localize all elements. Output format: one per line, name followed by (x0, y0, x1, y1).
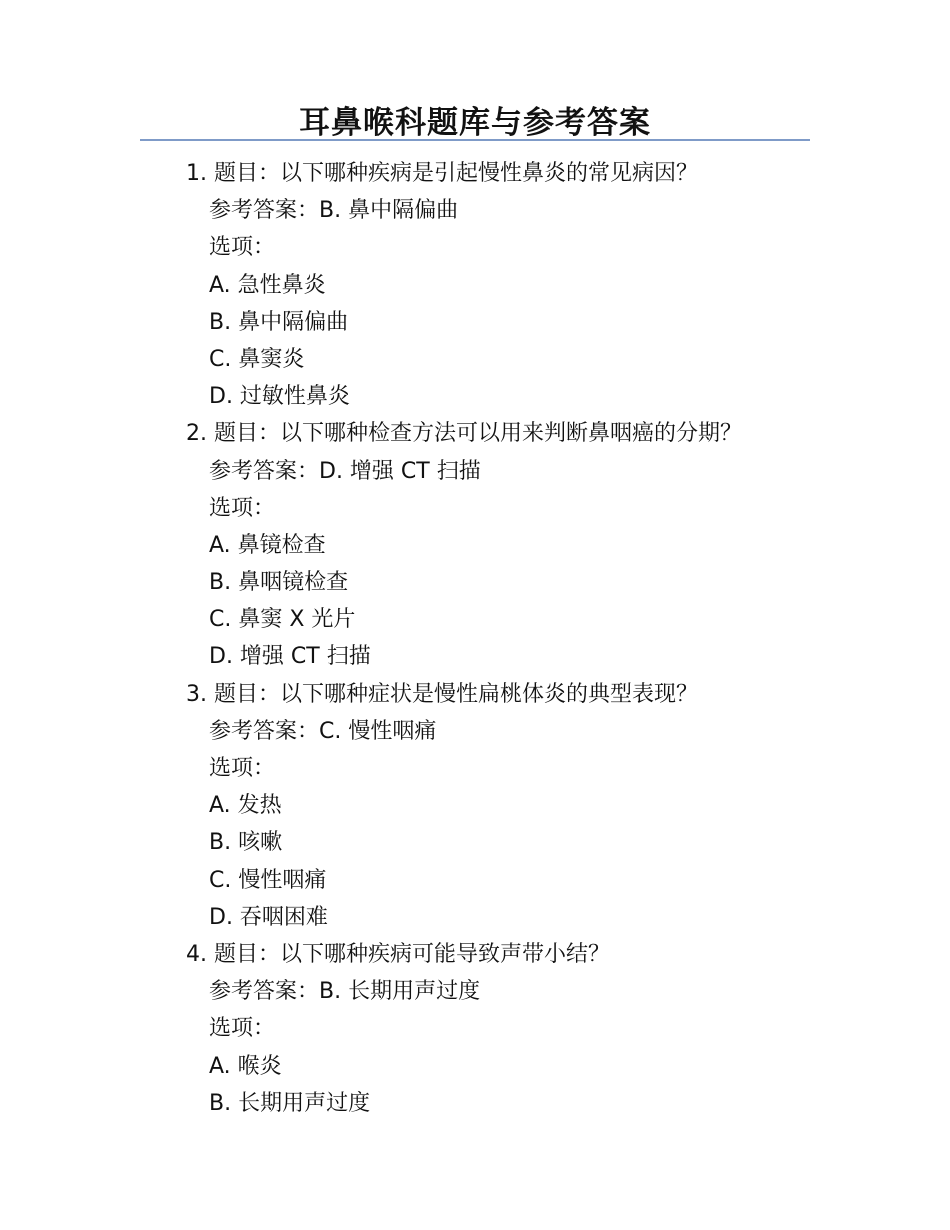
question-line (186, 936, 826, 973)
answer-line: 参考答案：B. 长期用声过度 (209, 979, 481, 1005)
option-item: B. 咳嗽 (209, 830, 283, 856)
options-label: 选项： (209, 235, 276, 261)
option-item: B. 鼻中隔偏曲 (209, 309, 349, 335)
question-item (186, 676, 826, 936)
option-item: D. 过敏性鼻炎 (209, 384, 350, 410)
question-line (186, 676, 826, 713)
options-label: 选项： (209, 495, 276, 521)
option-item: C. 鼻窦 X 光片 (209, 607, 356, 633)
options-label: 选项： (209, 1016, 276, 1042)
option-item: A. 急性鼻炎 (209, 272, 326, 298)
question-number: 4. (186, 941, 207, 967)
question-number: 1. (186, 161, 207, 186)
option-item: B. 鼻咽镜检查 (209, 570, 349, 596)
title-underline (140, 139, 810, 141)
answer-line: 参考答案：C. 慢性咽痛 (209, 718, 437, 744)
answer-line: 参考答案：B. 鼻中隔偏曲 (209, 198, 459, 224)
question-line (186, 415, 826, 452)
option-item: C. 慢性咽痛 (209, 867, 327, 893)
question-item (186, 936, 826, 1122)
question-number: 3. (186, 681, 207, 707)
question-text: 题目：以下哪种症状是慢性扁桃体炎的典型表现？ (214, 681, 699, 707)
option-item: B. 长期用声过度 (209, 1090, 371, 1116)
question-text: 题目：以下哪种疾病可能导致声带小结？ (214, 941, 611, 967)
question-text: 题目：以下哪种疾病是引起慢性鼻炎的常见病因？ (214, 161, 699, 186)
answer-line: 参考答案：D. 增强 CT 扫描 (209, 458, 481, 484)
option-item: A. 喉炎 (209, 1053, 282, 1079)
option-item: A. 鼻镜检查 (209, 532, 326, 558)
question-list (186, 155, 826, 1122)
question-line (186, 155, 826, 192)
option-item: D. 吞咽困难 (209, 904, 328, 930)
question-item (186, 155, 826, 415)
question-item (186, 415, 826, 675)
option-item: A. 发热 (209, 793, 282, 819)
option-item: C. 鼻窦炎 (209, 346, 305, 372)
question-text: 题目：以下哪种检查方法可以用来判断鼻咽癌的分期？ (214, 421, 743, 447)
page-title: 耳鼻喉科题库与参考答案 (299, 105, 651, 141)
option-item: D. 增强 CT 扫描 (209, 644, 371, 670)
question-number: 2. (186, 421, 207, 447)
options-label: 选项： (209, 756, 276, 781)
